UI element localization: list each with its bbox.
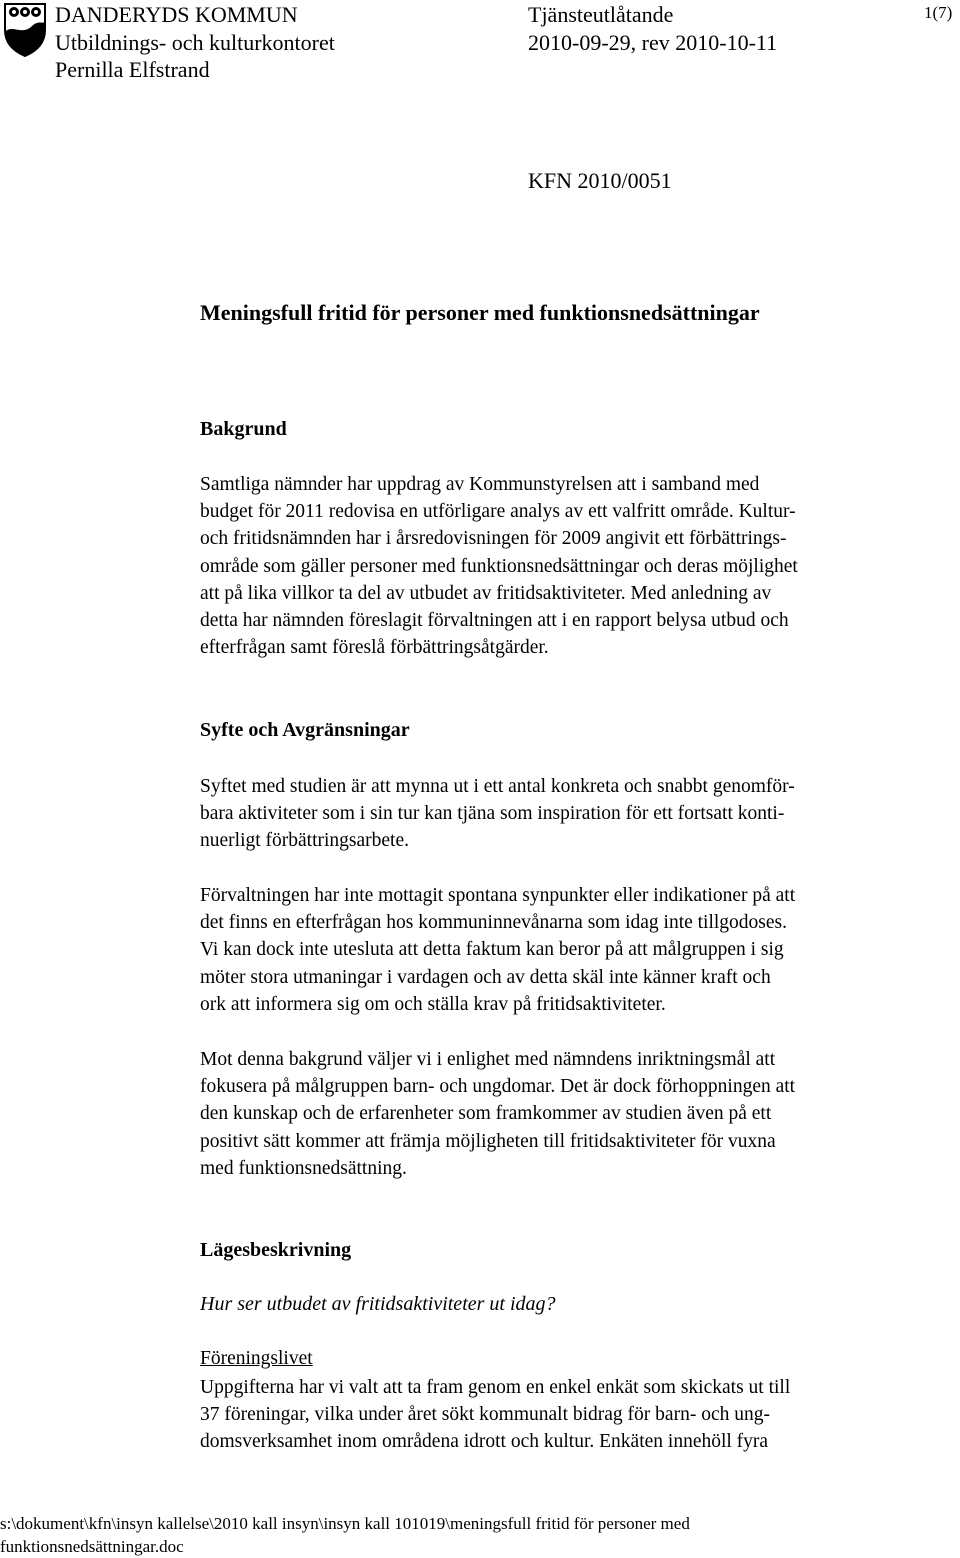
organization-name: DANDERYDS KOMMUN [55, 2, 298, 27]
text-line: ork att informera sig om och ställa krav på fritidsaktiviteter. [200, 993, 666, 1015]
text-line: område som gäller personer med funktionsnedsättningar och deras möjlighet [200, 555, 798, 577]
section-heading-lagesbeskrivning: Lägesbeskrivning [200, 1239, 352, 1261]
text-line: det finns en efterfrågan hos kommuninnevånarna som idag inte tillgodoses. [200, 912, 788, 934]
text-line: nuerligt förbättringsarbete. [200, 830, 410, 852]
text-line: och fritidsnämnden har i årsredovisningen för 2009 angivit ett förbättrings- [200, 528, 787, 550]
file-path-footer [0, 1512, 690, 1558]
subheading-foreningslivet: Föreningslivet [200, 1348, 313, 1369]
author-name: Pernilla Elfstrand [55, 57, 210, 82]
municipality-logo [2, 2, 48, 58]
text-line: Mot denna bakgrund väljer vi i enlighet med nämndens inriktningsmål att [200, 1049, 776, 1070]
text-line: Syftet med studien är att mynna ut i ett antal konkreta och snabbt genomför- [200, 776, 795, 797]
document-date: 2010-09-29, rev 2010-10-11 [528, 30, 778, 55]
text-line: efterfrågan samt föreslå förbättringsåtgärder. [200, 637, 549, 659]
department-name: Utbildnings- och kulturkontoret [55, 30, 335, 55]
text-line: den kunskap och de erfarenheter som framkommer av studien även på ett [200, 1103, 772, 1125]
text-line: möter stora utmaningar i vardagen och av detta skäl inte känner kraft och [200, 966, 771, 988]
text-line: domsverksamhet inom områdena idrott och kultur. Enkäten innehöll fyra [200, 1431, 769, 1453]
text-line: Vi kan dock inte utesluta att detta faktum kan beror på att målgruppen i sig [200, 939, 784, 961]
paragraph-foreningslivet [200, 1374, 935, 1456]
text-line: Samtliga nämnder har uppdrag av Kommunstyrelsen att i samband med [200, 474, 760, 495]
paragraph-syfte-1 [200, 773, 935, 855]
footer-path-line: funktionsnedsättningar.doc [0, 1537, 184, 1556]
paragraph-syfte-3 [200, 1046, 935, 1182]
text-line: positivt sätt kommer att främja möjligheten till fritidsaktiviteter för vuxna [200, 1130, 776, 1152]
section-question: Hur ser utbudet av fritidsaktiviteter ut idag? [200, 1293, 556, 1315]
section-heading-syfte: Syfte och Avgränsningar [200, 719, 410, 741]
document-title: Meningsfull fritid för personer med funktionsnedsättningar [200, 300, 760, 325]
footer-path-line: s:\dokument\kfn\insyn kallelse\2010 kall insyn\insyn kall 101019\meningsfull fritid för personer med [0, 1514, 690, 1533]
paragraph-bakgrund [200, 471, 935, 661]
document-type: Tjänsteutlåtande [528, 2, 674, 27]
text-line: med funktionsnedsättning. [200, 1157, 407, 1179]
paragraph-syfte-2 [200, 882, 935, 1018]
text-line: Förvaltningen har inte mottagit spontana synpunkter eller indikationer på att [200, 885, 796, 906]
text-line: att på lika villkor ta del av utbudet av fritidsaktiviteter. Med anledning av [200, 582, 772, 604]
text-line: fokusera på målgruppen barn- och ungdomar. Det är dock förhoppningen att [200, 1076, 796, 1098]
text-line: bara aktiviteter som i sin tur kan tjäna som inspiration för ett fortsatt konti- [200, 803, 785, 825]
text-line: 37 föreningar, vilka under året sökt kommunalt bidrag för barn- och ung- [200, 1404, 770, 1426]
page-number: 1(7) [924, 3, 953, 22]
text-line: Uppgifterna har vi valt att ta fram genom en enkel enkät som skickats ut till [200, 1377, 791, 1398]
section-heading-bakgrund: Bakgrund [200, 418, 287, 440]
case-reference: KFN 2010/0051 [528, 168, 672, 193]
text-line: detta har nämnden föreslagit förvaltningen att i en rapport belysa utbud och [200, 610, 789, 632]
text-line: budget för 2011 redovisa en utförligare analys av ett valfritt område. Kultur- [200, 501, 796, 523]
